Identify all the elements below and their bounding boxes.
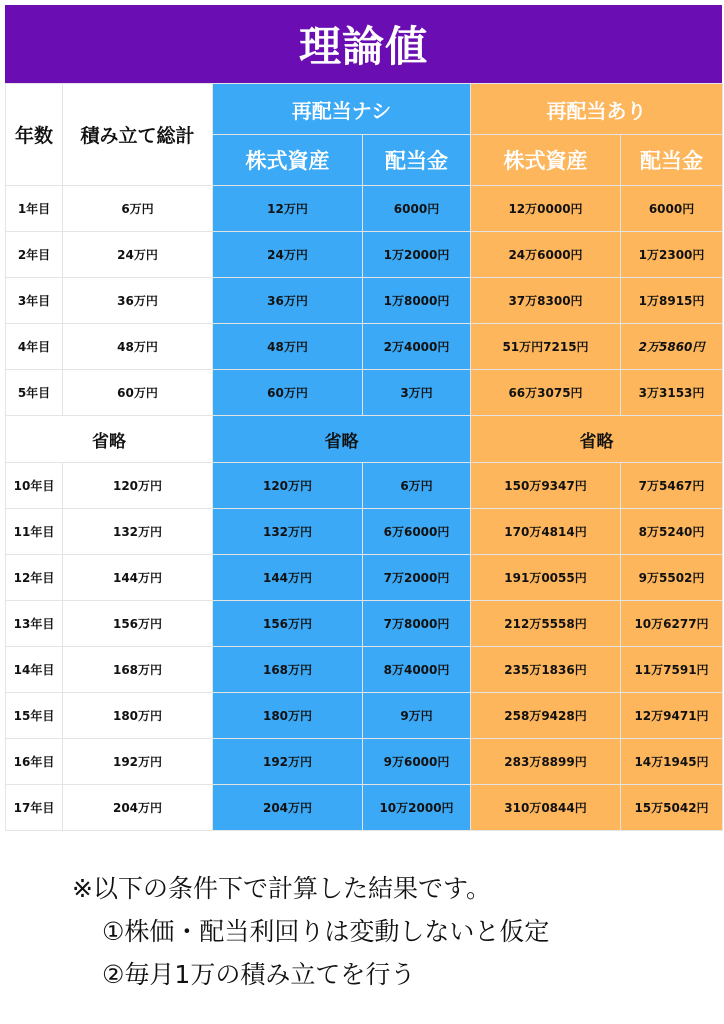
omit-label-no-reinvest: 省略 [213,416,471,463]
dividend-no-reinvest-cell: 7万8000円 [363,601,471,647]
stock-reinvest-cell: 310万0844円 [471,785,621,831]
table-row [6,555,723,601]
header-stock-assets-reinvest: 株式資産 [471,135,621,186]
omit-label-total: 省略 [6,416,213,463]
dividend-reinvest-cell: 14万1945円 [621,739,723,785]
header-stock-assets-no-reinvest: 株式資産 [213,135,363,186]
dividend-no-reinvest-cell: 7万2000円 [363,555,471,601]
dividend-no-reinvest-cell: 9万6000円 [363,739,471,785]
header-row-groups [6,84,723,135]
table-row [6,647,723,693]
note-line-2: ①株価・配当利回りは変動しないと仮定 [102,917,550,946]
total-cell: 60万円 [63,370,213,416]
header-no-reinvest: 再配当ナシ [213,84,471,135]
dividend-no-reinvest-cell: 2万4000円 [363,324,471,370]
total-cell: 180万円 [63,693,213,739]
table-row [6,278,723,324]
note-line-3: ②毎月1万の積み立てを行う [102,960,416,989]
stock-no-reinvest-cell: 132万円 [213,509,363,555]
dividend-reinvest-cell: 11万7591円 [621,647,723,693]
year-cell: 17年目 [6,785,63,831]
stock-no-reinvest-cell: 12万円 [213,186,363,232]
stock-no-reinvest-cell: 204万円 [213,785,363,831]
total-cell: 6万円 [63,186,213,232]
stock-no-reinvest-cell: 24万円 [213,232,363,278]
stock-no-reinvest-cell: 180万円 [213,693,363,739]
dividend-reinvest-cell: 8万5240円 [621,509,723,555]
table-row [6,601,723,647]
stock-reinvest-cell: 51万円7215円 [471,324,621,370]
dividend-reinvest-cell: 1万8915円 [621,278,723,324]
stock-reinvest-cell: 191万0055円 [471,555,621,601]
dividend-no-reinvest-cell: 1万8000円 [363,278,471,324]
stock-reinvest-cell: 66万3075円 [471,370,621,416]
total-cell: 192万円 [63,739,213,785]
stock-reinvest-cell: 37万8300円 [471,278,621,324]
year-cell: 13年目 [6,601,63,647]
dividend-no-reinvest-cell: 3万円 [363,370,471,416]
dividend-reinvest-cell: 2万5860円 [621,324,723,370]
total-cell: 120万円 [63,463,213,509]
stock-reinvest-cell: 24万6000円 [471,232,621,278]
stock-no-reinvest-cell: 60万円 [213,370,363,416]
year-cell: 14年目 [6,647,63,693]
table-row [6,509,723,555]
year-cell: 2年目 [6,232,63,278]
dividend-reinvest-cell: 1万2300円 [621,232,723,278]
omit-label-reinvest: 省略 [471,416,723,463]
stock-reinvest-cell: 212万5558円 [471,601,621,647]
stock-reinvest-cell: 170万4814円 [471,509,621,555]
stock-reinvest-cell: 283万8899円 [471,739,621,785]
header-total: 積み立て総計 [63,84,213,186]
stock-no-reinvest-cell: 48万円 [213,324,363,370]
page-title: 理論値 [298,22,428,71]
total-cell: 168万円 [63,647,213,693]
year-cell: 10年目 [6,463,63,509]
stock-no-reinvest-cell: 168万円 [213,647,363,693]
table-row [6,739,723,785]
omitted-row [6,416,723,463]
dividend-reinvest-cell: 6000円 [621,186,723,232]
total-cell: 144万円 [63,555,213,601]
year-cell: 1年目 [6,186,63,232]
year-cell: 15年目 [6,693,63,739]
dividend-no-reinvest-cell: 8万4000円 [363,647,471,693]
dividend-table [5,83,723,831]
dividend-reinvest-cell: 15万5042円 [621,785,723,831]
title-banner [5,5,722,83]
table-row [6,370,723,416]
dividend-reinvest-cell: 10万6277円 [621,601,723,647]
table-row [6,186,723,232]
year-cell: 5年目 [6,370,63,416]
dividend-no-reinvest-cell: 10万2000円 [363,785,471,831]
header-dividend-reinvest: 配当金 [621,135,723,186]
stock-no-reinvest-cell: 144万円 [213,555,363,601]
total-cell: 132万円 [63,509,213,555]
dividend-no-reinvest-cell: 6万6000円 [363,509,471,555]
table-row [6,232,723,278]
dividend-no-reinvest-cell: 6万円 [363,463,471,509]
stock-reinvest-cell: 235万1836円 [471,647,621,693]
table-row [6,693,723,739]
total-cell: 36万円 [63,278,213,324]
dividend-no-reinvest-cell: 9万円 [363,693,471,739]
stock-no-reinvest-cell: 120万円 [213,463,363,509]
stock-reinvest-cell: 12万0000円 [471,186,621,232]
total-cell: 24万円 [63,232,213,278]
table-row [6,785,723,831]
stock-no-reinvest-cell: 156万円 [213,601,363,647]
year-cell: 4年目 [6,324,63,370]
note-line-1: ※以下の条件下で計算した結果です。 [72,874,491,903]
notes [72,867,712,996]
header-reinvest: 再配当あり [471,84,723,135]
year-cell: 12年目 [6,555,63,601]
table-row [6,324,723,370]
stock-reinvest-cell: 258万9428円 [471,693,621,739]
total-cell: 204万円 [63,785,213,831]
header-years: 年数 [6,84,63,186]
dividend-reinvest-cell: 7万5467円 [621,463,723,509]
dividend-no-reinvest-cell: 1万2000円 [363,232,471,278]
total-cell: 48万円 [63,324,213,370]
table-row [6,463,723,509]
dividend-reinvest-cell: 3万3153円 [621,370,723,416]
stock-no-reinvest-cell: 36万円 [213,278,363,324]
stock-reinvest-cell: 150万9347円 [471,463,621,509]
total-cell: 156万円 [63,601,213,647]
dividend-reinvest-cell: 12万9471円 [621,693,723,739]
table-body [6,84,723,831]
year-cell: 16年目 [6,739,63,785]
header-dividend-no-reinvest: 配当金 [363,135,471,186]
dividend-reinvest-cell: 9万5502円 [621,555,723,601]
stock-no-reinvest-cell: 192万円 [213,739,363,785]
year-cell: 11年目 [6,509,63,555]
dividend-no-reinvest-cell: 6000円 [363,186,471,232]
year-cell: 3年目 [6,278,63,324]
